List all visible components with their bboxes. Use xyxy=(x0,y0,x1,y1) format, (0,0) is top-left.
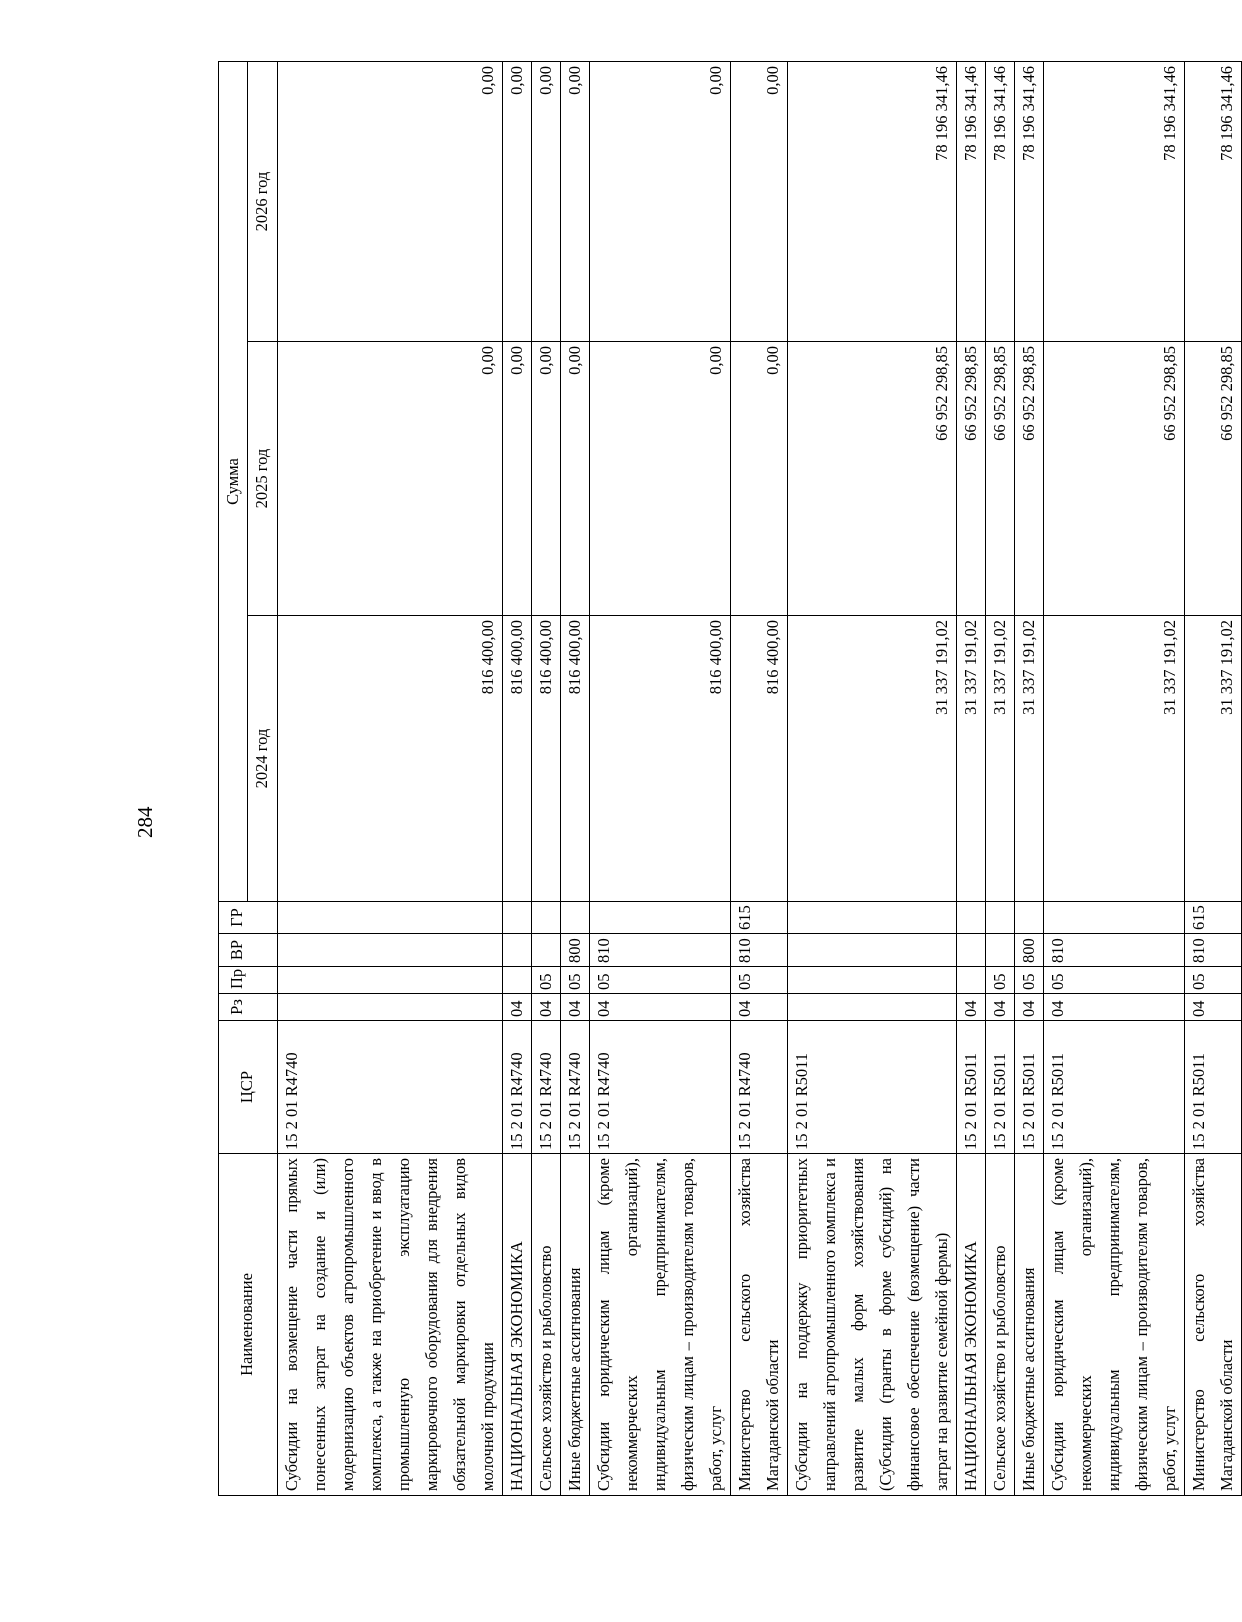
row-rz xyxy=(788,994,957,1021)
row-rz: 04 xyxy=(731,994,788,1021)
row-amount-2026: 0,00 xyxy=(561,62,590,342)
row-gr xyxy=(788,902,957,934)
table-row xyxy=(278,62,503,1496)
row-pr xyxy=(788,967,957,994)
row-amount-2025: 0,00 xyxy=(561,342,590,616)
row-amount-2024: 31 337 191,02 xyxy=(1015,616,1044,902)
row-name: НАЦИОНАЛЬНАЯ ЭКОНОМИКА xyxy=(503,1154,532,1496)
row-csr: 15 2 01 R4740 xyxy=(590,1021,731,1154)
row-gr xyxy=(1044,902,1185,934)
row-amount-2024: 31 337 191,02 xyxy=(1044,616,1185,902)
row-amount-2024: 816 400,00 xyxy=(278,616,503,902)
row-name: Субсидии на поддержку приоритетных направлений агропромышленного комплекса и развитие малых форм хозяйствования (Субсидии (гранты в форме субсидий) на финансовое обеспечение (возмещение) части затрат на развитие семейной фермы) xyxy=(788,1154,957,1496)
row-amount-2026: 0,00 xyxy=(532,62,561,342)
row-rz: 04 xyxy=(986,994,1015,1021)
col-header-sum: Сумма xyxy=(219,62,248,902)
budget-table xyxy=(218,61,1242,1496)
row-amount-2024: 31 337 191,02 xyxy=(788,616,957,902)
row-vr xyxy=(278,934,503,967)
row-amount-2024: 816 400,00 xyxy=(532,616,561,902)
row-amount-2025: 66 952 298,85 xyxy=(957,342,986,616)
row-amount-2025: 66 952 298,85 xyxy=(1185,342,1242,616)
row-pr xyxy=(957,967,986,994)
table-row xyxy=(503,62,532,1496)
table-row xyxy=(957,62,986,1496)
row-rz: 04 xyxy=(590,994,731,1021)
row-rz: 04 xyxy=(532,994,561,1021)
col-header-name: Наименование xyxy=(219,1154,278,1496)
row-pr: 05 xyxy=(986,967,1015,994)
col-header-pr: Пр xyxy=(219,967,278,994)
row-amount-2024: 31 337 191,02 xyxy=(957,616,986,902)
table-row xyxy=(1044,62,1185,1496)
row-name: Министерство сельского хозяйства Магаданской области xyxy=(731,1154,788,1496)
row-amount-2024: 31 337 191,02 xyxy=(986,616,1015,902)
row-gr xyxy=(986,902,1015,934)
row-vr: 800 xyxy=(1015,934,1044,967)
row-amount-2025: 66 952 298,85 xyxy=(1044,342,1185,616)
row-csr: 15 2 01 R5011 xyxy=(1015,1021,1044,1154)
row-pr: 05 xyxy=(590,967,731,994)
row-amount-2025: 0,00 xyxy=(731,342,788,616)
row-rz xyxy=(278,994,503,1021)
row-amount-2026: 78 196 341,46 xyxy=(1185,62,1242,342)
row-gr xyxy=(503,902,532,934)
row-pr: 05 xyxy=(1015,967,1044,994)
row-vr xyxy=(986,934,1015,967)
row-gr xyxy=(590,902,731,934)
row-vr xyxy=(503,934,532,967)
row-name: Министерство сельского хозяйства Магаданской области xyxy=(1185,1154,1242,1496)
table-row xyxy=(561,62,590,1496)
table-row xyxy=(731,62,788,1496)
row-csr: 15 2 01 R5011 xyxy=(957,1021,986,1154)
row-amount-2024: 816 400,00 xyxy=(561,616,590,902)
table-row xyxy=(986,62,1015,1496)
row-name: Иные бюджетные ассигнования xyxy=(561,1154,590,1496)
row-rz: 04 xyxy=(503,994,532,1021)
row-pr: 05 xyxy=(532,967,561,994)
row-amount-2024: 816 400,00 xyxy=(731,616,788,902)
row-vr: 810 xyxy=(1185,934,1242,967)
table-row xyxy=(532,62,561,1496)
row-gr: 615 xyxy=(731,902,788,934)
row-gr xyxy=(532,902,561,934)
table-row xyxy=(1185,62,1242,1496)
row-amount-2026: 78 196 341,46 xyxy=(1015,62,1044,342)
row-pr xyxy=(503,967,532,994)
row-amount-2025: 0,00 xyxy=(590,342,731,616)
row-gr xyxy=(1015,902,1044,934)
table-row xyxy=(1015,62,1044,1496)
row-name: Субсидии юридическим лицам (кроме некоммерческих организаций), индивидуальным предпринимателям, физическим лицам – производителям товаров, работ, услуг xyxy=(590,1154,731,1496)
row-name: Субсидии юридическим лицам (кроме некоммерческих организаций), индивидуальным предпринимателям, физическим лицам – производителям товаров, работ, услуг xyxy=(1044,1154,1185,1496)
row-pr: 05 xyxy=(1044,967,1185,994)
col-header-2026: 2026 год xyxy=(248,62,278,342)
row-name: Сельское хозяйство и рыболовство xyxy=(986,1154,1015,1496)
col-header-2025: 2025 год xyxy=(248,342,278,616)
table-header-row xyxy=(219,62,248,1496)
row-name: Сельское хозяйство и рыболовство xyxy=(532,1154,561,1496)
row-name: Иные бюджетные ассигнования xyxy=(1015,1154,1044,1496)
row-pr: 05 xyxy=(731,967,788,994)
row-csr: 15 2 01 R5011 xyxy=(986,1021,1015,1154)
row-amount-2025: 0,00 xyxy=(503,342,532,616)
row-amount-2026: 0,00 xyxy=(503,62,532,342)
row-amount-2026: 0,00 xyxy=(731,62,788,342)
page-number: 284 xyxy=(133,806,157,838)
row-gr xyxy=(278,902,503,934)
row-amount-2026: 78 196 341,46 xyxy=(788,62,957,342)
rotated-table-container xyxy=(218,62,1236,1496)
row-amount-2026: 0,00 xyxy=(278,62,503,342)
row-amount-2025: 66 952 298,85 xyxy=(1015,342,1044,616)
row-amount-2025: 0,00 xyxy=(532,342,561,616)
row-csr: 15 2 01 R5011 xyxy=(1185,1021,1242,1154)
row-vr xyxy=(532,934,561,967)
row-vr xyxy=(788,934,957,967)
row-pr xyxy=(278,967,503,994)
row-amount-2025: 0,00 xyxy=(278,342,503,616)
row-csr: 15 2 01 R4740 xyxy=(503,1021,532,1154)
table-row xyxy=(788,62,957,1496)
row-amount-2024: 816 400,00 xyxy=(503,616,532,902)
row-amount-2026: 78 196 341,46 xyxy=(1044,62,1185,342)
row-amount-2026: 0,00 xyxy=(590,62,731,342)
row-gr xyxy=(957,902,986,934)
row-amount-2025: 66 952 298,85 xyxy=(788,342,957,616)
col-header-vr: ВР xyxy=(219,934,278,967)
row-amount-2024: 31 337 191,02 xyxy=(1185,616,1242,902)
row-vr: 810 xyxy=(1044,934,1185,967)
row-csr: 15 2 01 R4740 xyxy=(532,1021,561,1154)
row-name: НАЦИОНАЛЬНАЯ ЭКОНОМИКА xyxy=(957,1154,986,1496)
row-amount-2026: 78 196 341,46 xyxy=(957,62,986,342)
row-rz: 04 xyxy=(1185,994,1242,1021)
row-gr: 615 xyxy=(1185,902,1242,934)
row-pr: 05 xyxy=(1185,967,1242,994)
table-body xyxy=(278,62,1242,1496)
row-amount-2024: 816 400,00 xyxy=(590,616,731,902)
row-csr: 15 2 01 R5011 xyxy=(788,1021,957,1154)
row-csr: 15 2 01 R4740 xyxy=(278,1021,503,1154)
row-rz: 04 xyxy=(957,994,986,1021)
col-header-csr: ЦСР xyxy=(219,1021,278,1154)
row-vr: 810 xyxy=(731,934,788,967)
row-amount-2025: 66 952 298,85 xyxy=(986,342,1015,616)
row-rz: 04 xyxy=(1044,994,1185,1021)
row-vr: 800 xyxy=(561,934,590,967)
row-rz: 04 xyxy=(561,994,590,1021)
row-gr xyxy=(561,902,590,934)
row-csr: 15 2 01 R4740 xyxy=(731,1021,788,1154)
row-vr: 810 xyxy=(590,934,731,967)
row-name: Субсидии на возмещение части прямых понесенных затрат на создание и (или) модернизацию объектов агропромышленного комплекса, а также на приобретение и ввод в промышленную эксплуатацию маркировочного оборудования для внедрения обязательной маркировки отдельных видов молочной продукции xyxy=(278,1154,503,1496)
col-header-rz: Рз xyxy=(219,994,278,1021)
row-pr: 05 xyxy=(561,967,590,994)
row-rz: 04 xyxy=(1015,994,1044,1021)
row-csr: 15 2 01 R5011 xyxy=(1044,1021,1185,1154)
table-row xyxy=(590,62,731,1496)
row-vr xyxy=(957,934,986,967)
row-amount-2026: 78 196 341,46 xyxy=(986,62,1015,342)
col-header-gr: ГР xyxy=(219,902,278,934)
col-header-2024: 2024 год xyxy=(248,616,278,902)
row-csr: 15 2 01 R4740 xyxy=(561,1021,590,1154)
